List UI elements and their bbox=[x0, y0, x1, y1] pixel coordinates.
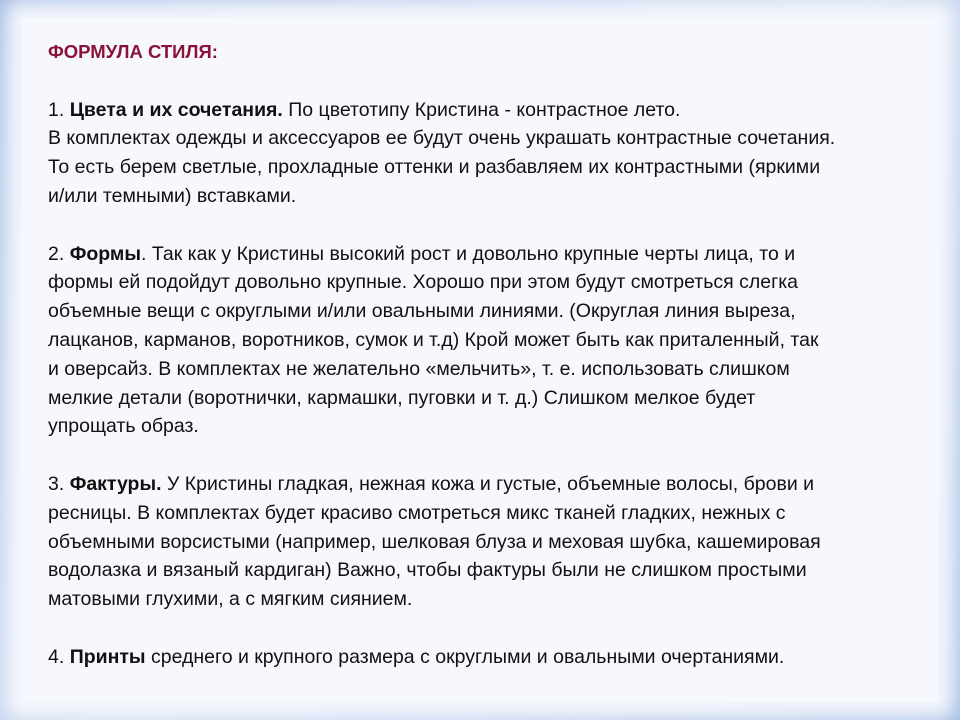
section-line: То есть берем светлые, прохладные оттенки и разбавляем их контрастными (яркими bbox=[48, 156, 821, 179]
section-line: В комплектах одежды и аксессуаров ее будут очень украшать контрастные сочетания. bbox=[48, 127, 836, 150]
section-line: лацканов, карманов, воротников, сумок и т.д) Крой может быть как приталенный, так bbox=[48, 328, 819, 351]
section-textures bbox=[48, 470, 928, 614]
section-number: 4. bbox=[48, 645, 65, 668]
section-line: матовыми глухими, а с мягким сиянием. bbox=[48, 588, 413, 611]
slide-page bbox=[22, 18, 938, 702]
section-lead-line bbox=[48, 240, 928, 269]
section-lead-text: По цветотипу Кристина - контрастное лето. bbox=[282, 98, 681, 121]
section-lead-text: . Так как у Кристины высокий рост и довольно крупные черты лица, то и bbox=[140, 242, 796, 265]
section-lead-line bbox=[48, 470, 928, 499]
section-prints bbox=[48, 643, 928, 672]
section-line: водолазка и вязаный кардиган) Важно, чтобы фактуры были не слишком простыми bbox=[48, 559, 807, 582]
section-number: 3. bbox=[48, 472, 65, 495]
section-heading: Фактуры. bbox=[69, 472, 162, 495]
section-lead-text: среднего и крупного размера с округлыми и овальными очертаниями. bbox=[145, 645, 785, 668]
section-number: 2. bbox=[48, 242, 65, 265]
document-title: ФОРМУЛА СТИЛЯ: bbox=[48, 41, 218, 62]
section-line: и оверсайз. В комплектах не желательно «мельчить», т. е. использовать слишком bbox=[48, 357, 790, 380]
section-line: ресницы. В комплектах будет красиво смотреться микс тканей гладких, нежных с bbox=[48, 501, 786, 524]
section-lead-line bbox=[48, 96, 928, 125]
section-line: формы ей подойдут довольно крупные. Хорошо при этом будут смотреться слегка bbox=[48, 271, 798, 294]
section-line: и/или темными) вставками. bbox=[48, 184, 297, 207]
section-line: упрощать образ. bbox=[48, 415, 199, 438]
section-line: объемные вещи с округлыми и/или овальными линиями. (Округлая линия выреза, bbox=[48, 300, 796, 323]
section-number: 1. bbox=[48, 98, 65, 121]
section-heading: Принты bbox=[69, 645, 146, 668]
section-line: мелкие детали (воротнички, кармашки, пуговки и т. д.) Слишком мелкое будет bbox=[48, 386, 756, 409]
section-shapes bbox=[48, 240, 928, 442]
section-lead-line bbox=[48, 643, 928, 672]
section-colors bbox=[48, 96, 928, 211]
document-body bbox=[48, 38, 928, 672]
section-heading: Цвета и их сочетания. bbox=[69, 98, 283, 121]
section-heading: Формы bbox=[69, 242, 141, 265]
section-lead-text: У Кристины гладкая, нежная кожа и густые, объемные волосы, брови и bbox=[161, 472, 815, 495]
section-line: объемными ворсистыми (например, шелковая блуза и меховая шубка, кашемировая bbox=[48, 530, 821, 553]
